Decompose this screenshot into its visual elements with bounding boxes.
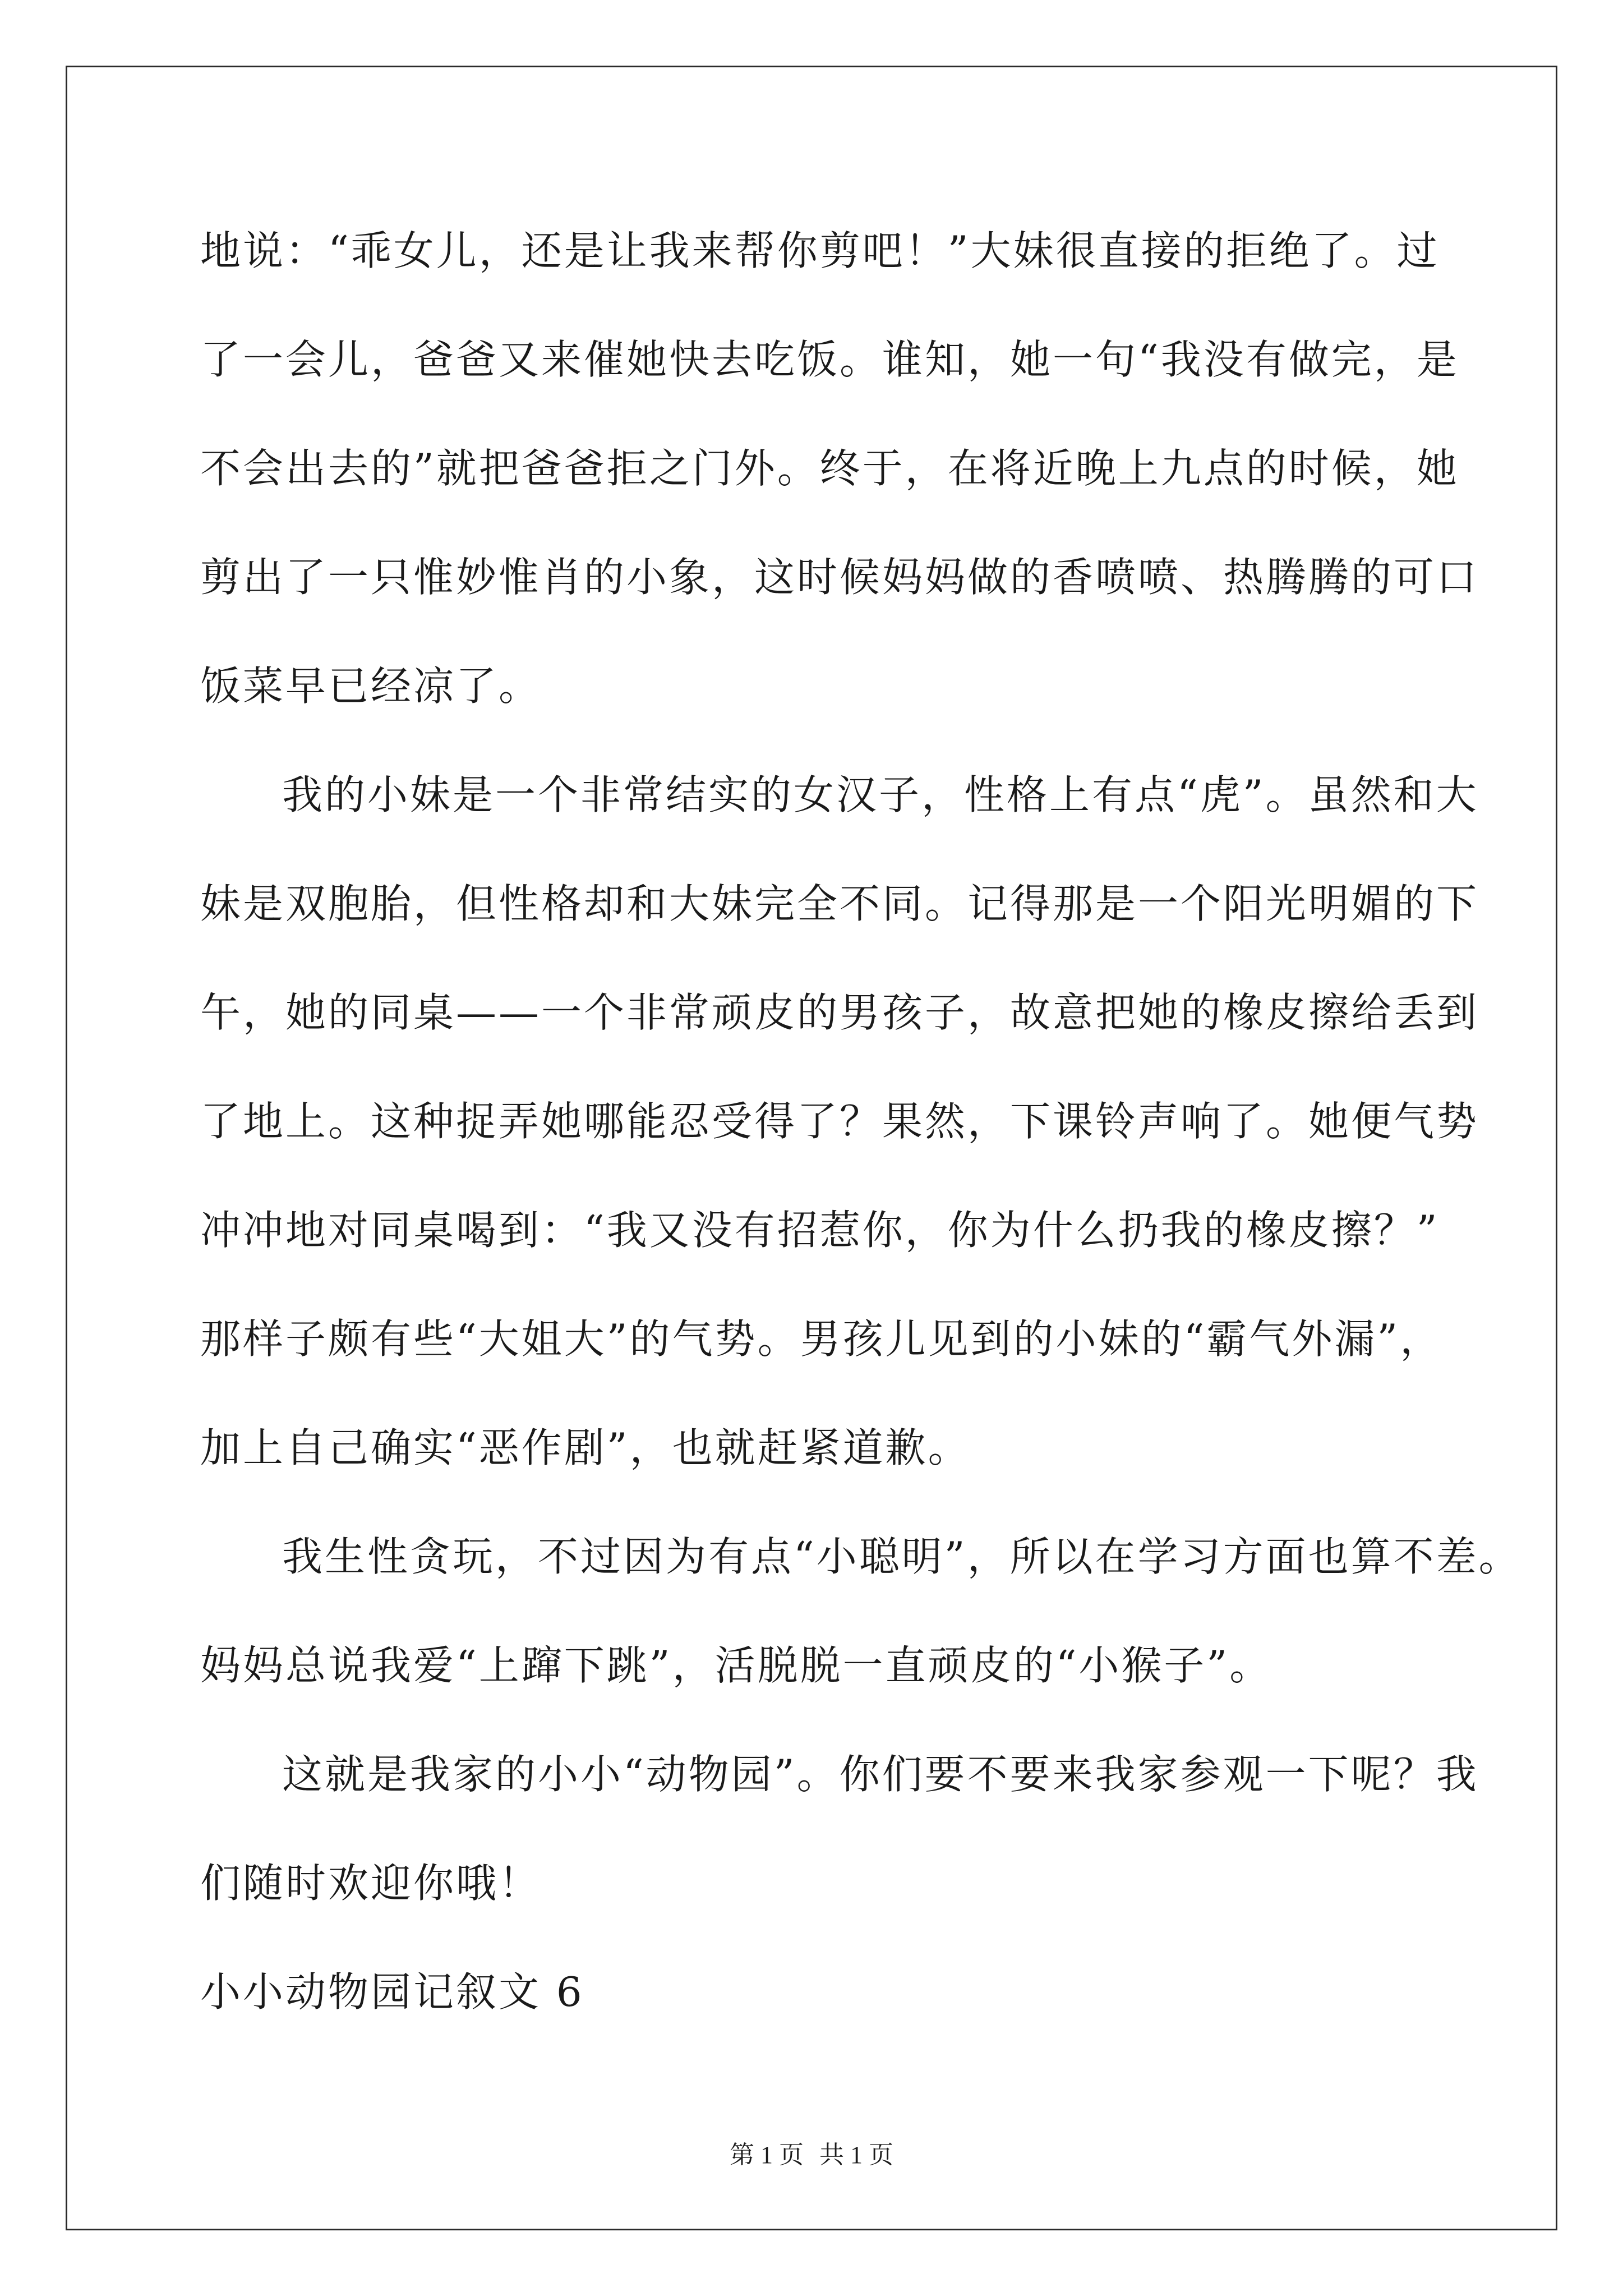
page-total: 共 1 页 [819, 2141, 893, 2169]
text-line-12: 加上自己确实“恶作剧”，也就赶紧道歉。 [200, 1424, 971, 1471]
text-line-3: 不会出去的”就把爸爸拒之门外。终于，在将近晚上九点的时候，她 [200, 445, 1459, 492]
text-line-11: 那样子颇有些“大姐大”的气势。男孩儿见到的小妹的“霸气外漏”， [200, 1315, 1443, 1363]
text-line-4: 剪出了一只惟妙惟肖的小象，这时候妈妈做的香喷喷、热腾腾的可口 [200, 554, 1479, 601]
paragraph-4-first-line: 这就是我家的小小“动物园”。你们要不要来我家参观一下呢？我 [282, 1751, 1479, 1798]
text-line-2: 了一会儿，爸爸又来催她快去吃饭。谁知，她一句“我没有做完，是 [200, 336, 1459, 383]
text-line-5: 饭菜早已经凉了。 [200, 662, 542, 710]
page-footer [0, 2139, 1623, 2171]
page-number: 第 1 页 [730, 2141, 804, 2169]
text-line-8: 午，她的同桌——一个非常顽皮的男孩子，故意把她的橡皮擦给丢到 [200, 989, 1479, 1036]
section-heading: 小小动物园记叙文 6 [200, 1968, 584, 2016]
paragraph-2-first-line: 我的小妹是一个非常结实的女汉子，性格上有点“虎”。虽然和大 [282, 771, 1479, 818]
text-line-16: 们随时欢迎你哦！ [200, 1860, 542, 1907]
text-line-7: 妹是双胞胎，但性格却和大妹完全不同。记得那是一个阳光明媚的下 [200, 880, 1479, 927]
text-line-14: 妈妈总说我爱“上蹿下跳”，活脱脱一直顽皮的“小猴子”。 [200, 1642, 1272, 1689]
paragraph-3-first-line: 我生性贪玩，不过因为有点“小聪明”，所以在学习方面也算不差。 [282, 1533, 1521, 1580]
text-line-1: 地说：“乖女儿，还是让我来帮你剪吧！”大妹很直接的拒绝了。过 [200, 227, 1440, 274]
text-line-10: 冲冲地对同桌喝到：“我又没有招惹你，你为什么扔我的橡皮擦？” [200, 1207, 1440, 1254]
text-line-9: 了地上。这种捉弄她哪能忍受得了？果然，下课铃声响了。她便气势 [200, 1098, 1479, 1145]
